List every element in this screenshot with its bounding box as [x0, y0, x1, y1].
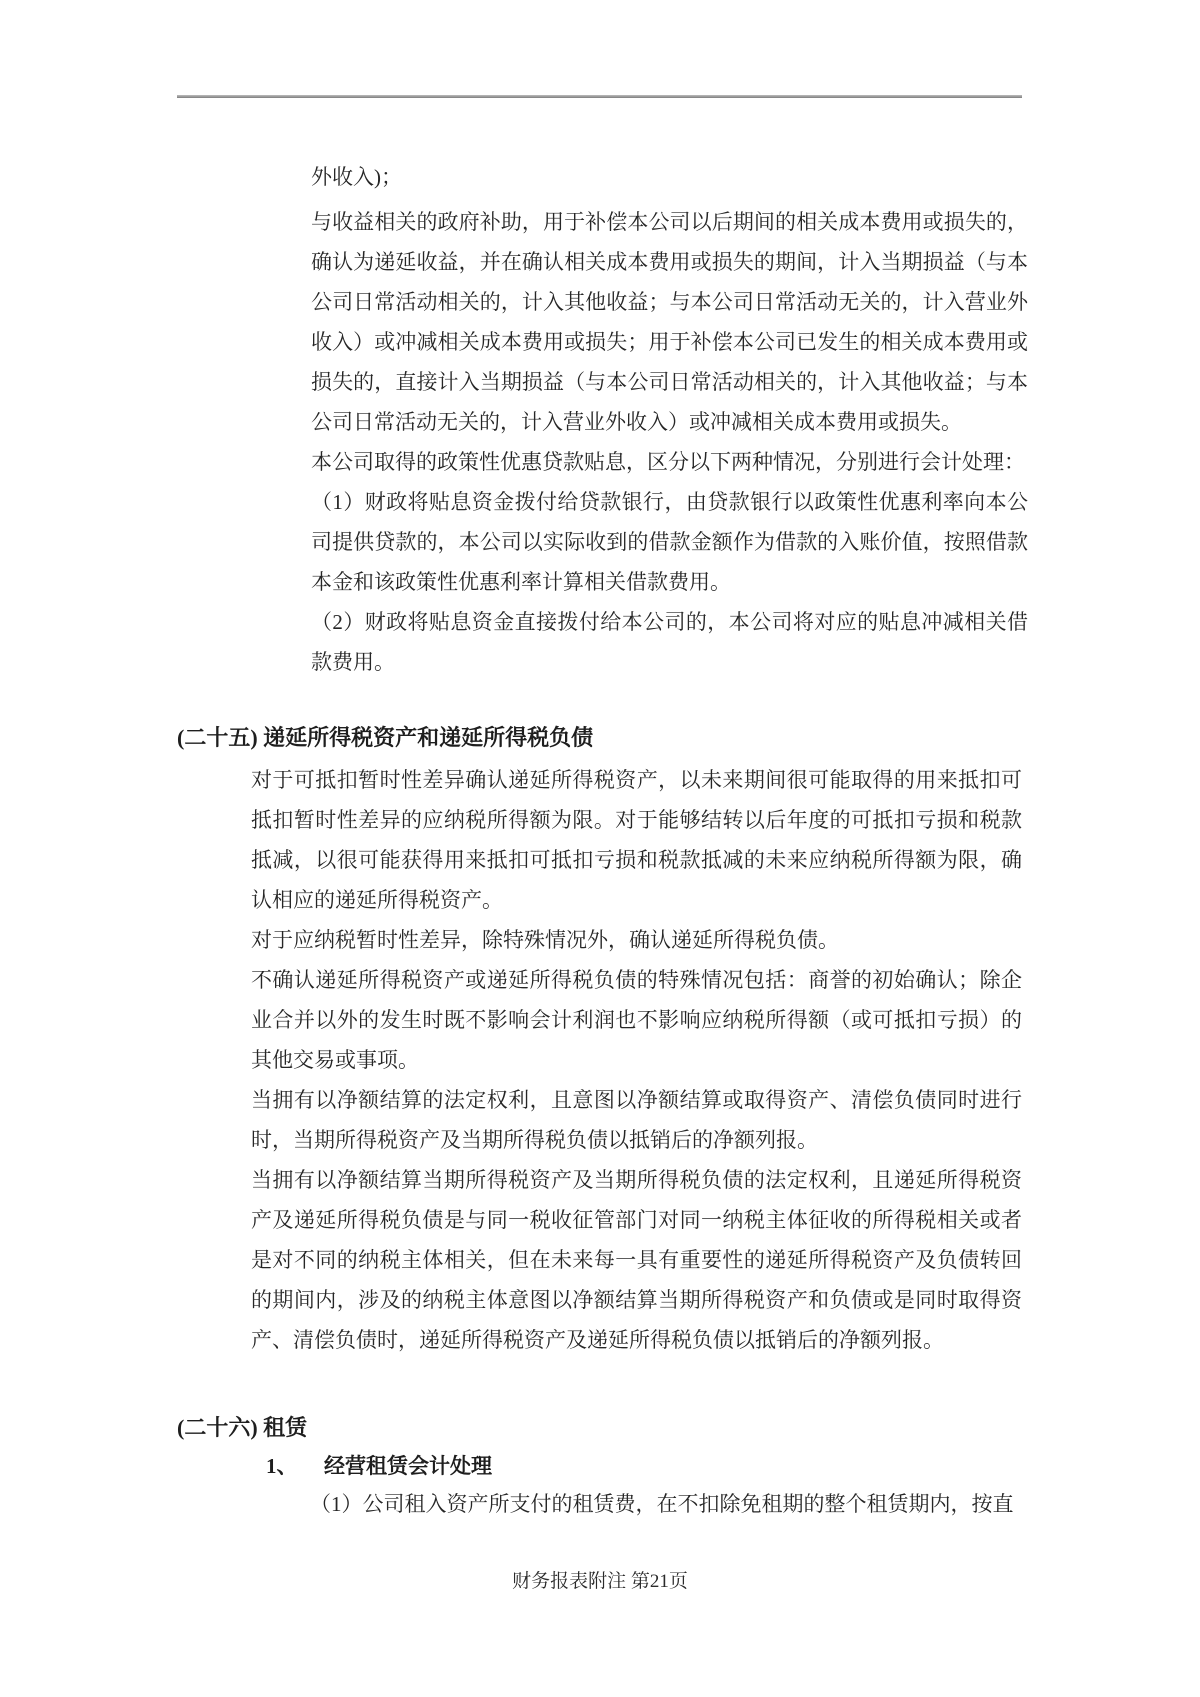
section-26-heading: (二十六) 租赁 — [177, 1415, 308, 1440]
section-25-body — [251, 760, 1022, 1360]
list-title: 经营租赁会计处理 — [324, 1454, 492, 1478]
section-25-heading: (二十五) 递延所得税资产和递延所得税负债 — [177, 725, 594, 750]
page-footer: 财务报表附注 第21页 — [512, 1571, 688, 1592]
paragraph: 与收益相关的政府补助，用于补偿本公司以后期间的相关成本费用或损失的，确认为递延收益，并在确认相关成本费用或损失的期间，计入当期损益（与本公司日常活动相关的，计入其他收益；与本公司日常活动无关的，计入营业外收入）或冲减相关成本费用或损失；用于补偿本公司已发生的相关成本费用或损失的，直接计入当期损益（与本公司日常活动相关的，计入其他收益；与本公司日常活动无关的，计入营业外收入）或冲减相关成本费用或损失。 — [311, 210, 1028, 434]
paragraph: 本公司取得的政策性优惠贷款贴息，区分以下两种情况，分别进行会计处理： — [311, 450, 1025, 474]
paragraph: 外收入)； — [311, 165, 402, 189]
paragraph: （2）财政将贴息资金直接拨付给本公司的，本公司将对应的贴息冲减相关借款费用。 — [311, 610, 1028, 674]
intro-block — [311, 157, 1028, 682]
section-26-item-1 — [266, 1446, 492, 1486]
paragraph: 对于应纳税暂时性差异，除特殊情况外，确认递延所得税负债。 — [251, 928, 839, 952]
paragraph: 当拥有以净额结算当期所得税资产及当期所得税负债的法定权利，且递延所得税资产及递延所得税负债是与同一税收征管部门对同一纳税主体征收的所得税相关或者是对不同的纳税主体相关，但在未来每一具有重要性的递延所得税资产及负债转回的期间内，涉及的纳税主体意图以净额结算当期所得税资产和负债或是同时取得资产、清偿负债时，递延所得税资产及递延所得税负债以抵销后的净额列报。 — [251, 1168, 1022, 1352]
paragraph: 当拥有以净额结算的法定权利，且意图以净额结算或取得资产、清偿负债同时进行时，当期所得税资产及当期所得税负债以抵销后的净额列报。 — [251, 1088, 1022, 1152]
paragraph: 不确认递延所得税资产或递延所得税负债的特殊情况包括：商誉的初始确认；除企业合并以外的发生时既不影响会计利润也不影响应纳税所得额（或可抵扣亏损）的其他交易或事项。 — [251, 968, 1022, 1072]
paragraph: （1）财政将贴息资金拨付给贷款银行，由贷款银行以政策性优惠利率向本公司提供贷款的，本公司以实际收到的借款金额作为借款的入账价值，按照借款本金和该政策性优惠利率计算相关借款费用。 — [311, 490, 1028, 594]
header-rule — [177, 95, 1022, 98]
paragraph: （1）公司租入资产所支付的租赁费，在不扣除免租期的整个租赁期内，按直 — [310, 1492, 1014, 1516]
paragraph: 对于可抵扣暂时性差异确认递延所得税资产，以未来期间很可能取得的用来抵扣可抵扣暂时性差异的应纳税所得额为限。对于能够结转以后年度的可抵扣亏损和税款抵减，以很可能获得用来抵扣可抵扣亏损和税款抵减的未来应纳税所得额为限，确认相应的递延所得税资产。 — [251, 768, 1022, 912]
list-number: 1、 — [266, 1454, 298, 1478]
